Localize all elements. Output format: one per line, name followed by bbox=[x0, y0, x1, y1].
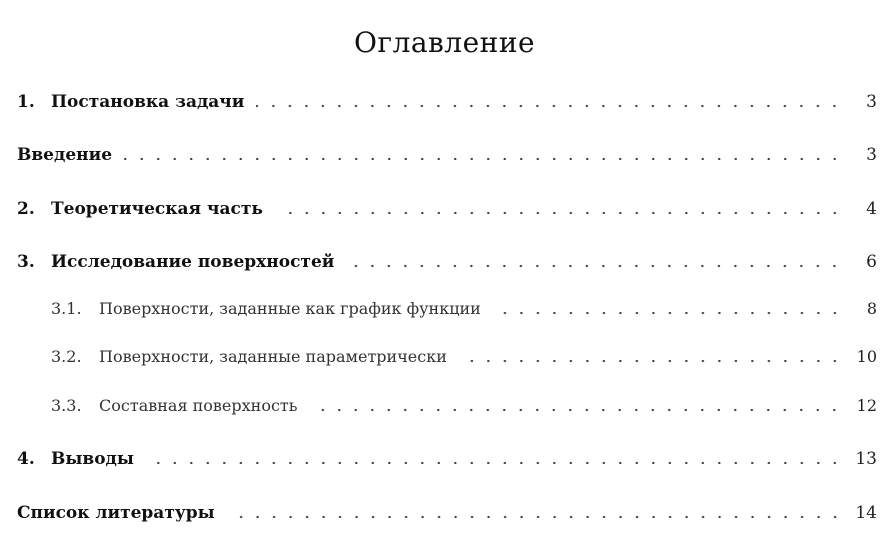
dot-leader bbox=[256, 104, 843, 108]
toc-entry-title: Исследование поверхностей bbox=[51, 252, 335, 272]
toc-entry-title: Постановка задачи bbox=[51, 92, 245, 112]
toc-entry-surface-study[interactable] bbox=[0, 249, 889, 275]
dot-leader bbox=[493, 311, 843, 315]
toc-entry-page-number: 6 bbox=[866, 252, 877, 272]
toc-entry-number: 3.2. bbox=[51, 347, 82, 366]
dot-leader bbox=[124, 157, 843, 161]
toc-entry-page-number: 10 bbox=[856, 347, 877, 366]
dot-leader bbox=[275, 211, 843, 215]
toc-entry-number: 3.3. bbox=[51, 396, 82, 415]
toc-entry-page-number: 3 bbox=[866, 92, 877, 112]
toc-entry-composite-surface[interactable] bbox=[0, 393, 889, 419]
toc-entry-page-number: 14 bbox=[855, 503, 877, 523]
toc-entry-title: Введение bbox=[17, 145, 113, 165]
toc-entry-conclusions[interactable] bbox=[0, 446, 889, 472]
toc-entry-number: 1. bbox=[17, 92, 35, 112]
toc-entry-references[interactable] bbox=[0, 500, 889, 526]
toc-entry-number: 3. bbox=[17, 252, 35, 272]
dot-leader bbox=[227, 515, 843, 519]
dot-leader bbox=[346, 264, 843, 268]
toc-title: Оглавление bbox=[353, 25, 536, 59]
dot-leader bbox=[309, 408, 843, 412]
toc-entry-page-number: 12 bbox=[856, 396, 877, 415]
toc-entry-number: 4. bbox=[17, 449, 35, 469]
toc-entry-title: Поверхности, заданные параметрически bbox=[99, 347, 447, 366]
toc-entry-title: Составная поверхность bbox=[99, 396, 298, 415]
toc-entry-page-number: 13 bbox=[855, 449, 877, 469]
toc-entry-function-graph-surfaces[interactable] bbox=[0, 296, 889, 322]
toc-entry-theoretical-part[interactable] bbox=[0, 196, 889, 222]
toc-entry-introduction[interactable] bbox=[0, 142, 889, 168]
toc-entry-page-number: 3 bbox=[866, 145, 877, 165]
toc-entry-title: Теоретическая часть bbox=[51, 199, 263, 219]
toc-entry-title: Выводы bbox=[51, 449, 134, 469]
toc-entry-page-number: 8 bbox=[866, 299, 877, 318]
toc-entry-title: Список литературы bbox=[17, 503, 215, 523]
dot-leader bbox=[459, 359, 843, 363]
toc-entry-title: Поверхности, заданные как график функции bbox=[99, 299, 481, 318]
toc-entry-problem-statement[interactable] bbox=[0, 89, 889, 115]
toc-entry-number: 3.1. bbox=[51, 299, 82, 318]
toc-entry-parametric-surfaces[interactable] bbox=[0, 344, 889, 370]
dot-leader bbox=[146, 461, 843, 465]
toc-entry-page-number: 4 bbox=[866, 199, 877, 219]
toc-entry-number: 2. bbox=[17, 199, 35, 219]
